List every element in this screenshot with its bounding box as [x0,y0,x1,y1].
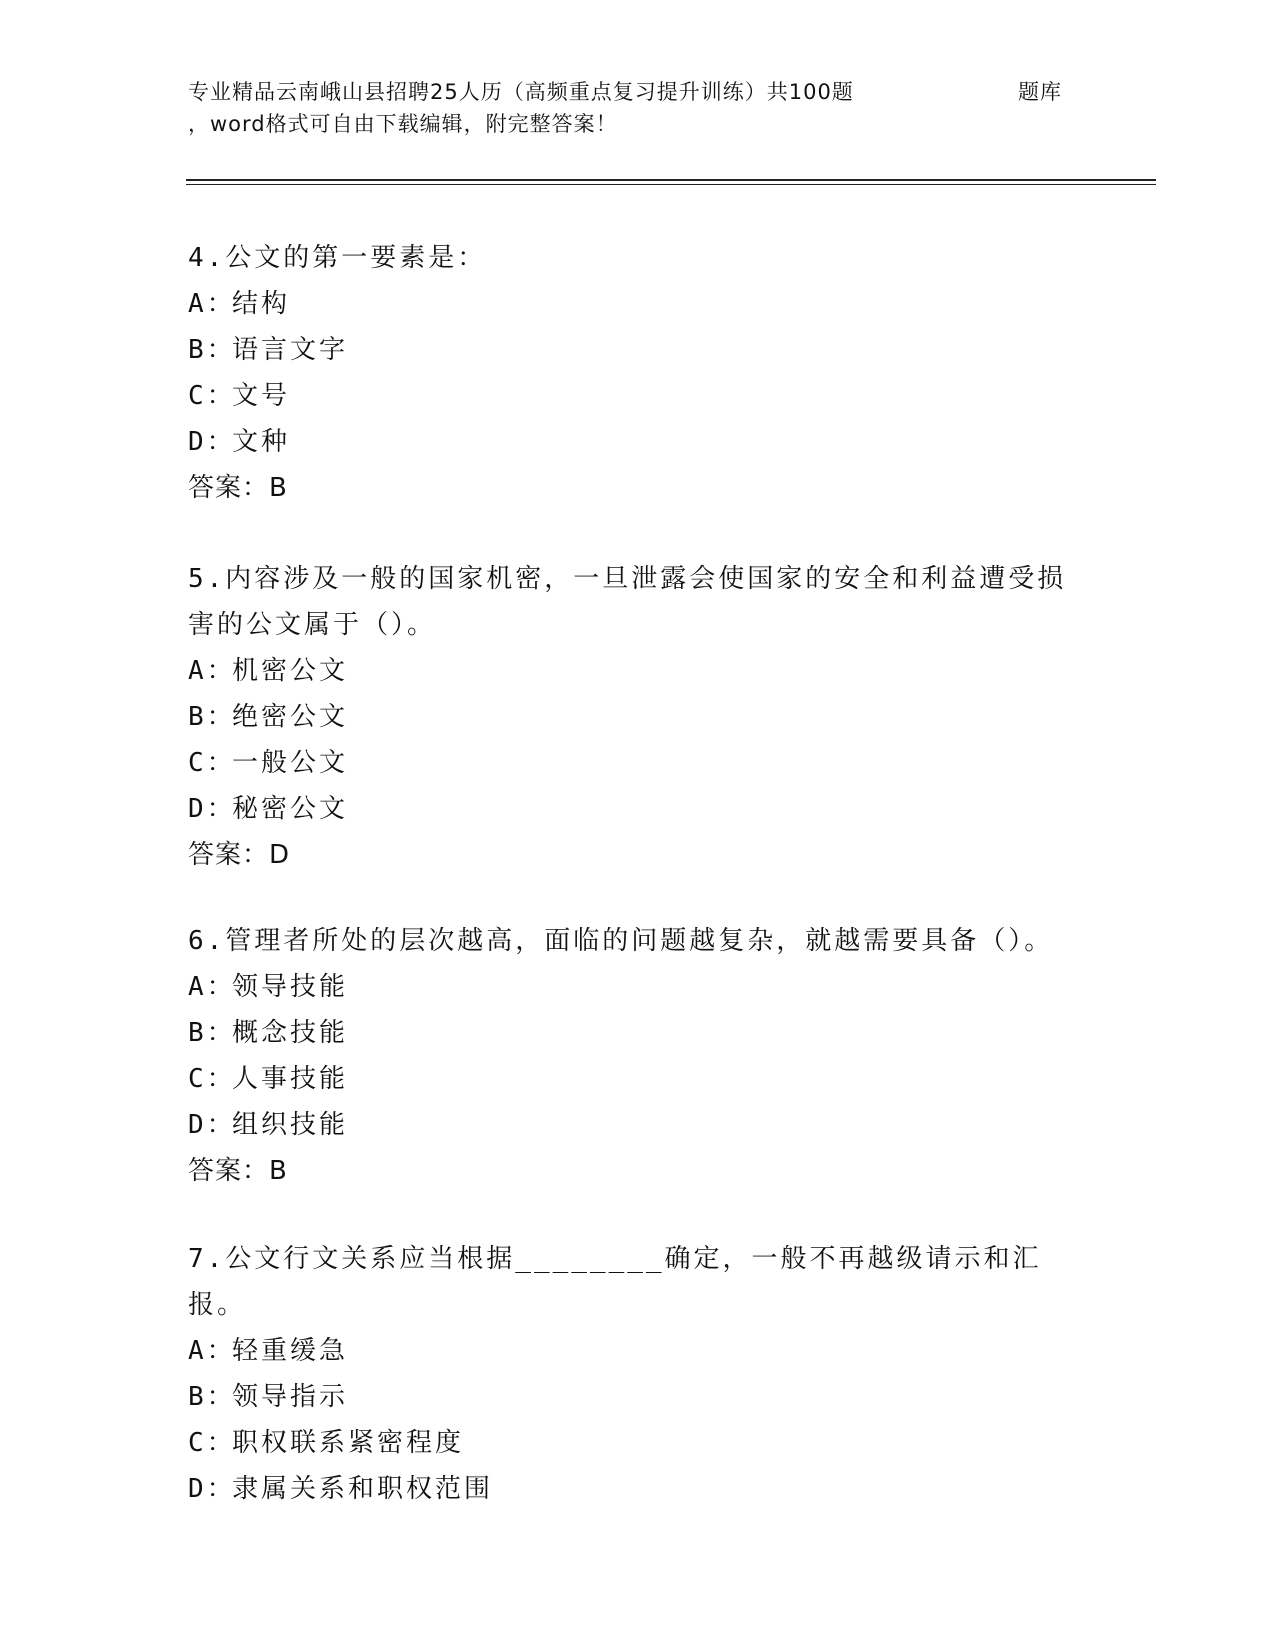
answer-line: 答案：B [188,473,288,503]
option-a [188,964,1088,1010]
option-b [188,327,1088,373]
option-text: 概念技能 [232,1018,349,1048]
question-stem: 4.公文的第一要素是： [188,243,487,273]
question-5 [188,556,1088,878]
header-divider-thick [186,179,1156,181]
option-text: 隶属关系和职权范围 [232,1474,494,1504]
question-7 [188,1236,1088,1512]
page-header [188,76,1168,140]
option-text: 语言文字 [232,335,349,365]
option-text: 一般公文 [232,748,349,778]
option-key: B： [188,335,236,365]
question-stem: 5.内容涉及一般的国家机密，一旦泄露会使国家的安全和利益遭受损害的公文属于（）。 [188,564,1067,640]
option-text: 结构 [232,289,291,319]
option-text: 领导指示 [232,1382,349,1412]
option-text: 秘密公文 [232,794,349,824]
option-key: C： [188,381,236,411]
header-title-line-2: ，word格式可自由下载编辑，附完整答案！ [188,112,618,136]
option-b [188,1374,1088,1420]
option-key: A： [188,289,236,319]
option-text: 文种 [232,427,291,457]
option-key: B： [188,702,236,732]
header-divider-thin [186,184,1156,185]
option-b [188,1010,1088,1056]
option-a [188,1328,1088,1374]
option-a [188,281,1088,327]
option-c [188,373,1088,419]
option-c [188,740,1088,786]
option-key: D： [188,1474,236,1504]
option-text: 绝密公文 [232,702,349,732]
option-key: D： [188,1110,236,1140]
option-key: A： [188,972,236,1002]
answer-line: 答案：D [188,840,291,870]
option-d [188,786,1088,832]
option-key: C： [188,1428,236,1458]
header-title-line-1: 专业精品云南峨山县招聘25人历（高频重点复习提升训练）共100题 [188,80,854,104]
option-b [188,694,1088,740]
option-key: A： [188,1336,236,1366]
question-4 [188,235,1088,511]
answer-line: 答案：B [188,1156,288,1186]
option-key: C： [188,1064,236,1094]
option-key: D： [188,794,236,824]
question-6 [188,918,1088,1194]
option-key: D： [188,427,236,457]
option-d [188,1466,1088,1512]
option-d [188,1102,1088,1148]
option-c [188,1420,1088,1466]
question-stem: 7.公文行文关系应当根据________确定，一般不再越级请示和汇报。 [188,1244,1042,1320]
option-key: B： [188,1382,236,1412]
header-tag: 题库 [1018,80,1062,104]
option-key: A： [188,656,236,686]
option-text: 人事技能 [232,1064,349,1094]
question-stem: 6.管理者所处的层次越高，面临的问题越复杂，就越需要具备（）。 [188,926,1054,956]
option-text: 职权联系紧密程度 [232,1428,465,1458]
option-text: 机密公文 [232,656,349,686]
option-key: C： [188,748,236,778]
option-key: B： [188,1018,236,1048]
option-text: 组织技能 [232,1110,349,1140]
option-a [188,648,1088,694]
option-d [188,419,1088,465]
option-c [188,1056,1088,1102]
option-text: 文号 [232,381,291,411]
option-text: 领导技能 [232,972,349,1002]
option-text: 轻重缓急 [232,1336,349,1366]
